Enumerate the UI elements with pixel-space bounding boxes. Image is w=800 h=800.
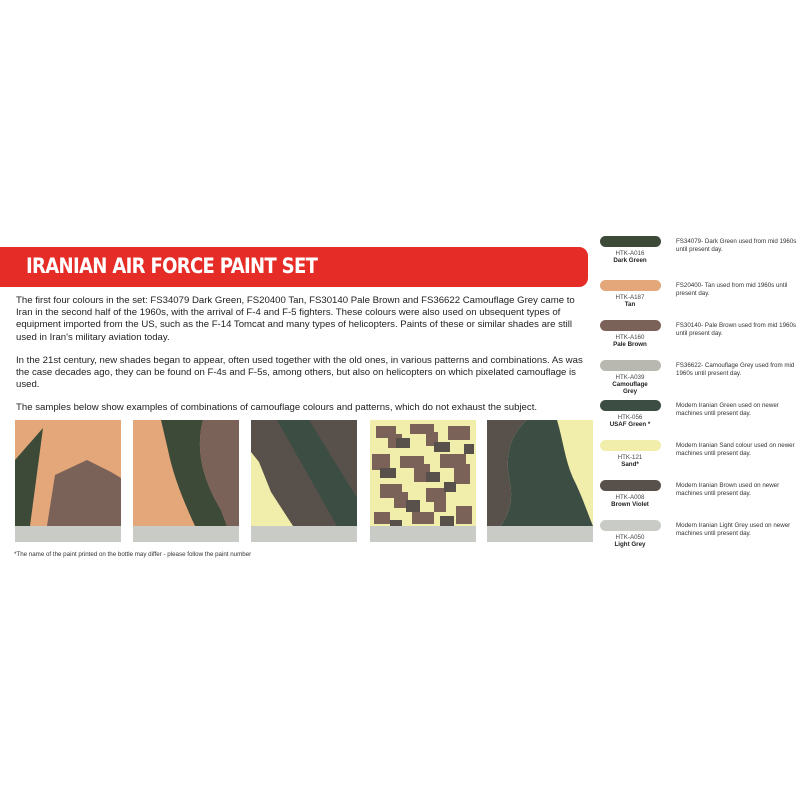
paint-name: Dark Green — [613, 257, 647, 264]
paint-description: Modern Iranian Brown used on newer machines until present day. — [676, 482, 780, 497]
paint-swatch — [600, 400, 661, 411]
intro-paragraph-3: The samples below show examples of combinations of camouflage colours and patterns, which do not exhaust the subject. — [16, 402, 538, 414]
camouflage-sample-1 — [15, 420, 121, 542]
paint-code: HTK-121 — [617, 454, 643, 461]
paint-item-pale-brown — [596, 320, 800, 360]
paint-name: Tan — [624, 301, 636, 308]
paint-code: HTK-A050 — [615, 534, 645, 541]
intro-paragraph-2: In the 21st century, new shades began to appear, often used together with the old ones, in various patterns and combinations. As was the case decades ago, they can be found on F-4s and F-5s, among others, but also on helicopters on which pixelated camouflage is used. — [16, 354, 583, 391]
camouflage-sample-4 — [370, 420, 476, 542]
paint-swatch — [600, 360, 661, 371]
paint-description: FS36622- Camouflage Grey used from mid 1960s until present day. — [676, 362, 795, 377]
camouflage-sample-5 — [487, 420, 593, 542]
paint-item-camouflage-grey — [596, 360, 800, 400]
intro-text — [16, 295, 588, 426]
page-title: IRANIAN AIR FORCE PAINT SET — [26, 254, 318, 278]
paint-item-usaf-green — [596, 400, 800, 440]
paint-description: Modern Iranian Sand colour used on newer machines until present day. — [676, 442, 795, 457]
paint-swatch — [600, 520, 661, 531]
paint-code: HTK-A187 — [615, 294, 645, 301]
camouflage-sample-3 — [251, 420, 357, 542]
paint-code: HTK-A039 — [615, 374, 645, 381]
paint-swatch — [600, 440, 661, 451]
title-banner — [0, 247, 588, 287]
footnote: *The name of the paint printed on the bottle may differ - please follow the paint number — [14, 551, 252, 558]
paint-code: HTK-A016 — [615, 250, 645, 257]
paint-description: FS30140- Pale Brown used from mid 1960s until present day. — [676, 322, 797, 337]
paint-swatch — [600, 320, 661, 331]
camouflage-sample-2 — [133, 420, 239, 542]
paint-name: Light Grey — [614, 541, 646, 548]
paint-description: FS20400- Tan used from mid 1960s until present day. — [676, 282, 788, 297]
paint-code: HTK-056 — [617, 414, 643, 421]
paint-item-sand — [596, 440, 800, 480]
paint-item-light-grey — [596, 520, 800, 560]
paint-name: USAF Green * — [609, 421, 651, 428]
paint-item-brown-violet — [596, 480, 800, 520]
paint-swatch — [600, 280, 661, 291]
paint-item-dark-green — [596, 236, 800, 276]
paint-item-tan — [596, 280, 800, 320]
paint-swatch — [600, 480, 661, 491]
intro-paragraph-1: The first four colours in the set: FS34079 Dark Green, FS20400 Tan, FS30140 Pale Brown and FS36622 Camouflage Grey came to Iran in the second half of the 1960s, with the arrival of F-4 and F-5 fighters. These colours were also used on ubsequent types of equipment imported from the US, such as the F-14 Tomcat and many types of helicopters. Paints of these or similar shades are still used in Iran's military aviation today. — [16, 295, 575, 343]
paint-code: HTK-A008 — [615, 494, 645, 501]
paint-description: Modern Iranian Light Grey used on newer machines until present day. — [676, 522, 791, 537]
paint-name: Brown Violet — [611, 501, 649, 508]
paint-description: FS34079- Dark Green used from mid 1960s until present day. — [676, 238, 797, 253]
paint-swatch — [600, 236, 661, 247]
paint-list — [596, 236, 800, 556]
paint-code: HTK-A160 — [615, 334, 645, 341]
camouflage-samples — [15, 420, 590, 542]
paint-name: Sand* — [621, 461, 639, 468]
paint-name: Pale Brown — [613, 341, 647, 348]
paint-name: Camouflage Grey — [612, 381, 648, 396]
paint-description: Modern Iranian Green used on newer machines until present day. — [676, 402, 779, 417]
